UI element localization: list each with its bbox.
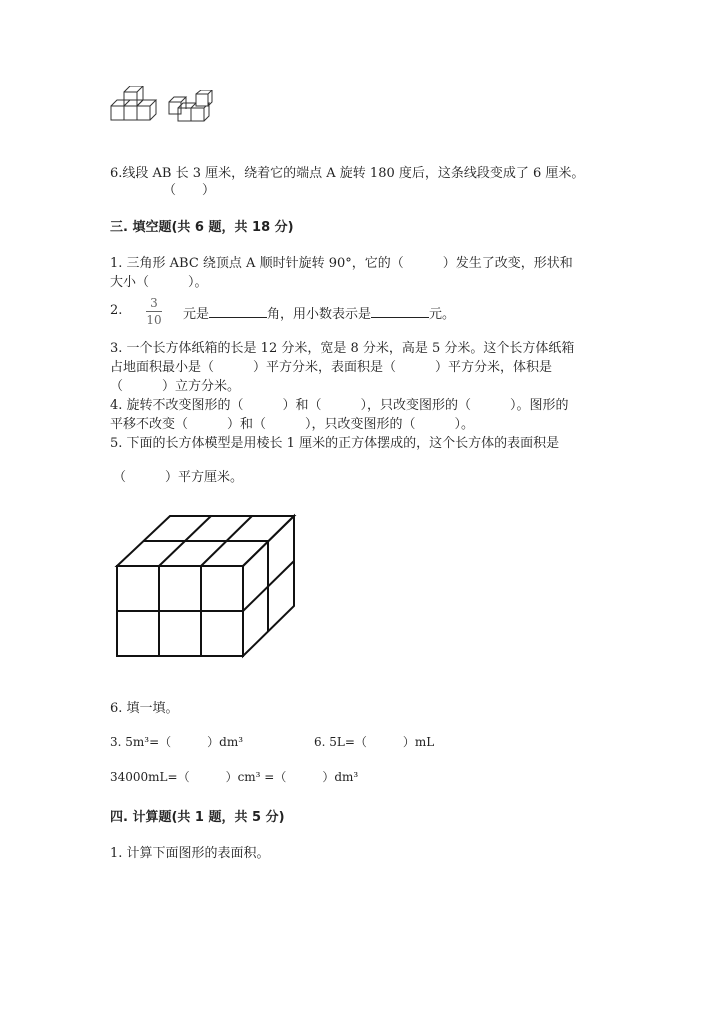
fill-question-2-number: 2.: [110, 303, 123, 318]
cuboid-figure: [112, 512, 302, 662]
q2-text-b: 角，用小数表示是: [267, 307, 372, 322]
fill-question-2-text: [183, 303, 455, 322]
fraction-bar: [146, 311, 162, 312]
fill-question-1-line1: 1. 三角形 ABC 绕顶点 A 顺时针旋转 90°，它的（ ）发生了改变，形状和: [110, 256, 573, 271]
fraction-numerator: 3: [150, 296, 158, 310]
q2-blank-jiao[interactable]: [209, 307, 267, 318]
cube-figure-right: [166, 90, 226, 130]
judge-question-6: 6.线段 AB 长 3 厘米，绕着它的端点 A 旋转 180 度后，这条线段变成了 6 厘米。: [110, 166, 585, 181]
cube-figure-left: [108, 86, 168, 126]
q2-text-c: 元。: [429, 307, 456, 322]
q2-blank-yuan[interactable]: [371, 307, 429, 318]
fill-question-4-line2: 平移不改变（ ）和（ ），只改变图形的（ ）。: [110, 417, 475, 432]
fill-question-5-line2: （ ）平方厘米。: [113, 470, 244, 485]
fill-question-3-line1: 3. 一个长方体纸箱的长是 12 分米，宽是 8 分米，高是 5 分米。这个长方体纸箱: [110, 341, 575, 356]
fill-question-1-line2: 大小（ ）。: [110, 275, 208, 290]
fill-question-5-line1: 5. 下面的长方体模型是用棱长 1 厘米的正方体摆成的，这个长方体的表面积是: [110, 436, 560, 451]
fill-question-6-title: 6. 填一填。: [110, 701, 179, 716]
judge-question-6-answer[interactable]: （ ）: [163, 183, 216, 198]
calc-question-1: 1. 计算下面图形的表面积。: [110, 846, 270, 861]
fill-question-6-item-b: 6. 5L=（ ）mL: [314, 735, 435, 749]
q2-text-a: 元是: [183, 307, 210, 322]
fill-question-3-line3: （ ）立方分米。: [110, 379, 241, 394]
section-3-title: 三. 填空题(共 6 题，共 18 分): [110, 220, 294, 235]
section-4-title: 四. 计算题(共 1 题，共 5 分): [110, 810, 285, 825]
fill-question-6-item-a: 3. 5m³=（ ）dm³: [110, 735, 244, 749]
fraction-denominator: 10: [146, 313, 162, 327]
fill-question-4-line1: 4. 旋转不改变图形的（ ）和（ ），只改变图形的（ ）。图形的: [110, 398, 569, 413]
fill-question-6-item-c: 34000mL=（ ）cm³ =（ ）dm³: [110, 770, 359, 784]
fraction-3-10: [146, 296, 162, 327]
fill-question-3-line2: 占地面积最小是（ ）平方分米，表面积是（ ）平方分米，体积是: [110, 360, 553, 375]
